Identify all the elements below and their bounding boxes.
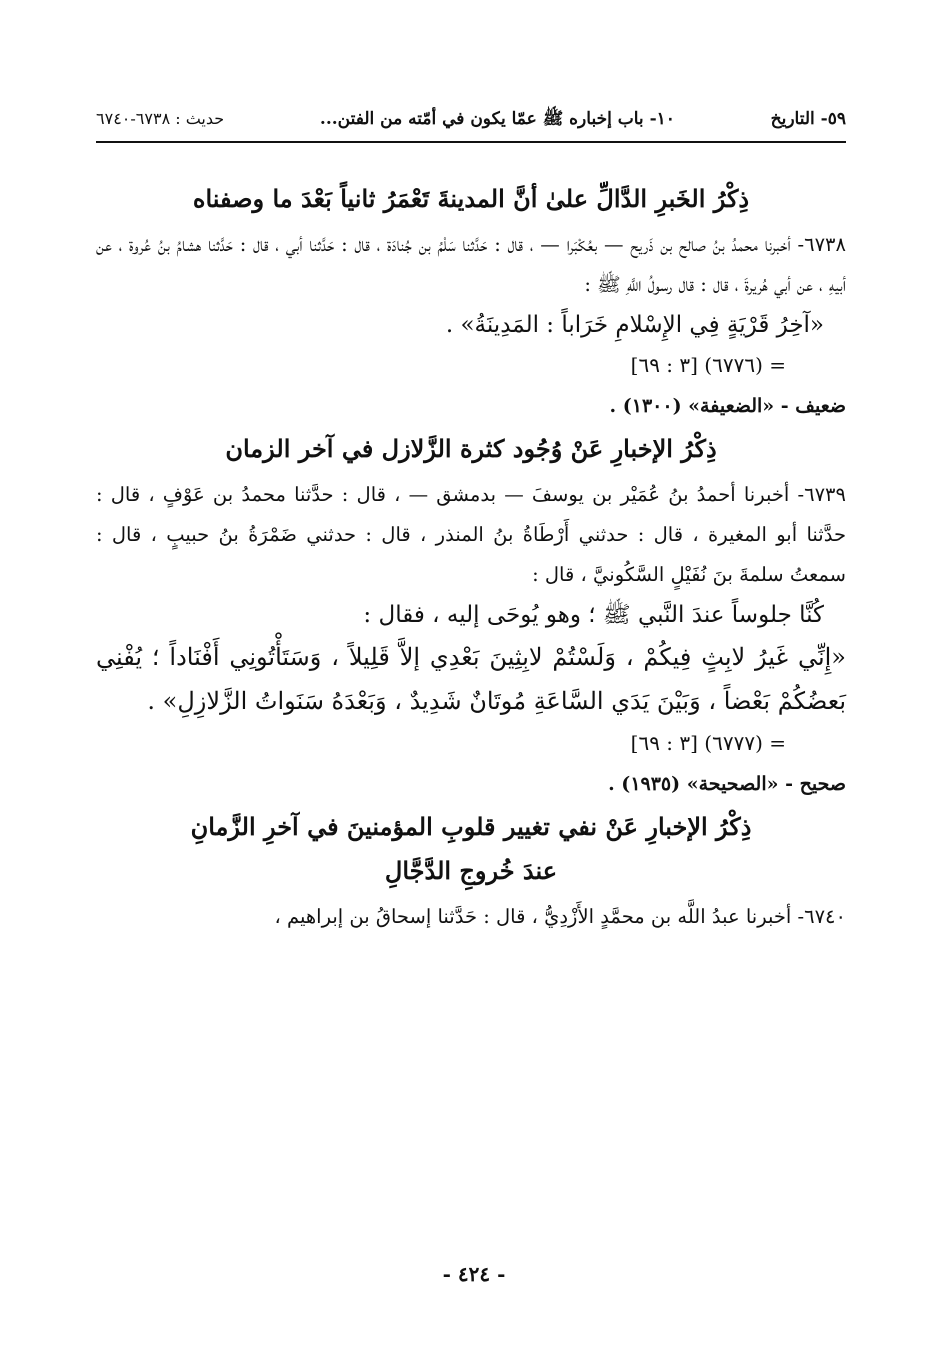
hadith-6738-reference: = (٦٧٧٦) [٣ : ٦٩] — [630, 353, 786, 377]
header-hadith-range: حديث : ٦٧٣٨-٦٧٤٠ — [96, 109, 225, 128]
book-page — [96, 108, 846, 937]
hadith-6739-reference: = (٦٧٧٧) [٣ : ٦٩] — [630, 731, 786, 755]
page-number: - ٤٢٤ - — [442, 1262, 506, 1286]
hadith-6740-chain: ٦٧٤٠- أخبرنا عبدُ اللَّه بن محمَّدٍ الأَزْدِيُّ ، قال : حَدَّثنا إسحاقُ بن إبراهيم ، — [274, 905, 846, 928]
section-title-3-line-1: ذِكْرُ الإخبارِ عَنْ نفي تغيير قلوبِ المؤمنينَ في آخرِ الزَّمانِ — [190, 812, 752, 841]
hadith-6739-narration: كُنَّا جلوساً عندَ النَّبي ﷺ ؛ وهو يُوحَى إليه ، فقال : — [363, 602, 824, 628]
hadith-6738-chain: ٦٧٣٨- أخبرنا محمدُ بنُ صالح بن ذَريح — بعُكْبَرا — ، قال : حَدَّثنا سَلْمُ بن جُنادَة ، قال : حَدَّثنا أبي ، قال : حَدَّثنا هشامُ بنُ عُروة ، عن أبيهِ ، عن أبي هُريرةَ ، قال : قال رسولُ اللَّهِ ﷺ : — [96, 233, 846, 296]
section-title-2: ذِكْرُ الإخبارِ عَنْ وُجُود كثرة الزَّلازل في آخر الزمان — [225, 434, 717, 463]
hadith-6739-text: «إِنِّي غَيرُ لابِثٍ فِيكُمْ ، وَلَسْتُمْ لابِثِينَ بَعْدِي إلاَّ قَلِيلاً ، وَسَتَأْتُونِي أَفْنَاداً ؛ يُفْنِي بَعضُكُمْ بَعْضاً ، وَبَيْنَ يَدَي السَّاعَةِ مُوتَانٌ شَدِيدٌ ، وَبَعْدَهُ سَنَواتُ الزَّلازِلِ» . — [96, 643, 846, 715]
hadith-6739-grading: صحيح - «الصحيحة» (١٩٣٥) . — [608, 773, 846, 795]
running-header — [96, 108, 846, 143]
header-book-chapter: ٥٩- التاريخ — [770, 109, 846, 129]
hadith-6738-text: «آخِرُ قَرْيَةٍ فِي الإِسْلامِ خَرَاباً : المَدِينَةُ» . — [445, 312, 824, 338]
header-chapter-title: ١٠- باب إخباره ﷺ عمّا يكون في أمّته من الفتن... — [319, 109, 675, 129]
hadith-6738-grading: ضعيف - «الضعيفة» (١٣٠٠) . — [609, 395, 846, 417]
section-title-3-line-2: عندَ خُروجِ الدَّجَّالِ — [384, 856, 558, 885]
hadith-6739-chain: ٦٧٣٩- أخبرنا أحمدُ بنُ عُمَيْر بن يوسفَ — بدمشق — ، قال : حدَّثنا محمدُ بن عَوْفٍ ، قال : حدَّثنا أبو المغيرة ، قال : حدثني أَرْطَاةُ بنُ المنذر ، قال : حدثني ضَمْرَةُ بنُ حبيبٍ ، قال : سمعتُ سلمةَ بنَ نُفَيْلٍ السَّكُونيَّ ، قال : — [96, 483, 846, 586]
section-title-1: ذِكْرُ الخَبرِ الدَّالِّ علىٰ أنَّ المدينةَ تَعْمَرُ ثانياً بَعْدَ ما وصفناه — [192, 184, 750, 213]
